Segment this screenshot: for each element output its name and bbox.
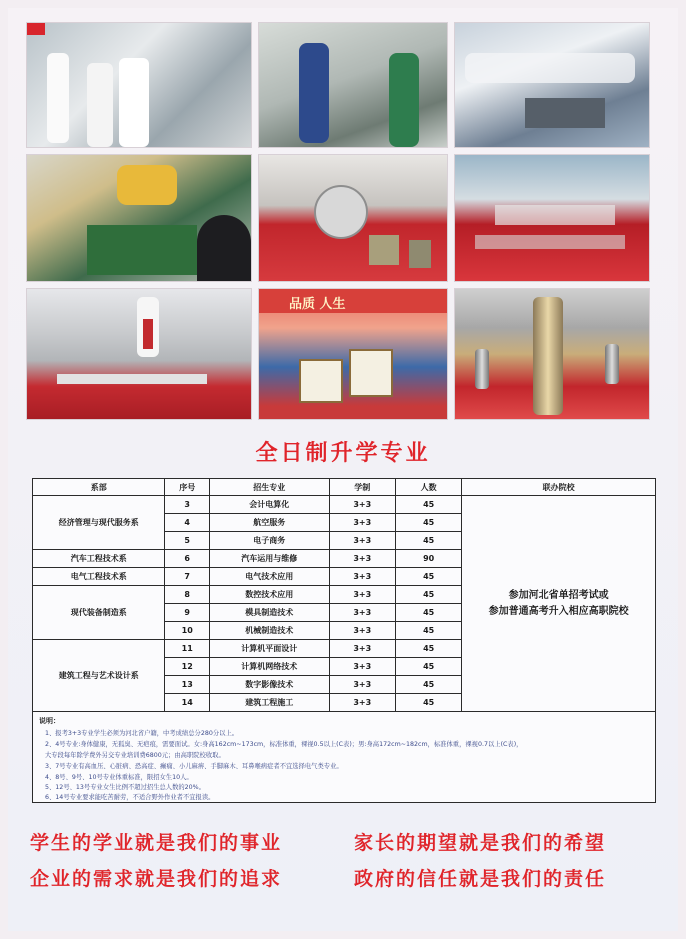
count-cell: 45 bbox=[395, 658, 461, 676]
count-cell: 45 bbox=[395, 604, 461, 622]
program-table-wrap bbox=[32, 478, 656, 803]
system-cell: 3+3 bbox=[329, 676, 395, 694]
photo-stage-performance bbox=[258, 288, 448, 420]
table-row bbox=[33, 496, 656, 514]
note-line: 2、4号专业:身体健康，无狐臭、无疤痕，需要面试。女:身高162cm~173cm，标准体重，裸视0.5以上(C表)；男:身高172cm~182cm，标准体重，裸视0.7以上(C表)， bbox=[45, 741, 523, 748]
note-line: 3、7号专业有高血压、心脏病、恐高症、癫痫、小儿麻痹、手脚麻木、耳鼻喉病症者不宜选择电气类专业。 bbox=[45, 763, 343, 770]
number-cell: 3 bbox=[165, 496, 210, 514]
slogan-2: 家长的期望就是我们的希望 bbox=[354, 832, 607, 854]
major-cell: 会计电算化 bbox=[210, 496, 330, 514]
major-cell: 电子商务 bbox=[210, 532, 330, 550]
number-cell: 14 bbox=[165, 694, 210, 712]
number-cell: 5 bbox=[165, 532, 210, 550]
photo-wire-workshop bbox=[258, 22, 448, 148]
header-major: 招生专业 bbox=[210, 479, 330, 496]
major-cell: 电气技术应用 bbox=[210, 568, 330, 586]
table-header-row bbox=[33, 479, 656, 496]
system-cell: 3+3 bbox=[329, 622, 395, 640]
slogan-1: 学生的学业就是我们的事业 bbox=[30, 832, 283, 854]
university-line-1: 参加河北省单招考试或 bbox=[508, 589, 609, 601]
photo-assembly-training bbox=[26, 154, 252, 282]
major-cell: 数字影像技术 bbox=[210, 676, 330, 694]
number-cell: 12 bbox=[165, 658, 210, 676]
photo-metal-parts-closeup bbox=[454, 288, 650, 420]
note-line: 5、12号、13号专业女生比例不超过招生总人数的20%。 bbox=[45, 784, 205, 791]
major-cell: 汽车运用与维修 bbox=[210, 550, 330, 568]
major-cell: 计算机网络技术 bbox=[210, 658, 330, 676]
photo-machined-sphere bbox=[258, 154, 448, 282]
number-cell: 4 bbox=[165, 514, 210, 532]
department-cell: 汽车工程技术系 bbox=[33, 550, 165, 568]
university-cell bbox=[462, 496, 656, 712]
number-cell: 9 bbox=[165, 604, 210, 622]
major-cell: 模具制造技术 bbox=[210, 604, 330, 622]
number-cell: 6 bbox=[165, 550, 210, 568]
system-cell: 3+3 bbox=[329, 514, 395, 532]
header-department: 系部 bbox=[33, 479, 165, 496]
number-cell: 11 bbox=[165, 640, 210, 658]
count-cell: 45 bbox=[395, 622, 461, 640]
system-cell: 3+3 bbox=[329, 550, 395, 568]
major-cell: 计算机平面设计 bbox=[210, 640, 330, 658]
photo-electrical-lab bbox=[26, 22, 252, 148]
note-line: 1、报考3+3专业学生必须为河北省户籍，中考成绩总分280分以上。 bbox=[45, 730, 239, 737]
count-cell: 45 bbox=[395, 640, 461, 658]
brochure-page bbox=[8, 8, 678, 931]
count-cell: 45 bbox=[395, 568, 461, 586]
number-cell: 7 bbox=[165, 568, 210, 586]
department-cell: 经济管理与现代服务系 bbox=[33, 496, 165, 550]
header-university: 联办院校 bbox=[462, 479, 656, 496]
section-heading: 全日制升学专业 bbox=[255, 441, 431, 466]
slogan-3: 企业的需求就是我们的追求 bbox=[30, 868, 283, 890]
stage-banner-text: 品质 人生 bbox=[289, 297, 346, 312]
count-cell: 45 bbox=[395, 496, 461, 514]
header-count: 人数 bbox=[395, 479, 461, 496]
count-cell: 45 bbox=[395, 532, 461, 550]
major-cell: 数控技术应用 bbox=[210, 586, 330, 604]
number-cell: 13 bbox=[165, 676, 210, 694]
system-cell: 3+3 bbox=[329, 658, 395, 676]
count-cell: 90 bbox=[395, 550, 461, 568]
photo-parts-display bbox=[454, 154, 650, 282]
note-line: 大专段每年除学费外另交专业培训费6800元；由高职院校收取。 bbox=[45, 752, 225, 759]
system-cell: 3+3 bbox=[329, 604, 395, 622]
note-line: 6、14号专业要求能吃苦耐劳，不适合野外作业者不宜报读。 bbox=[45, 794, 215, 801]
department-cell: 建筑工程与艺术设计系 bbox=[33, 640, 165, 712]
notes-title: 说明： bbox=[39, 717, 60, 725]
system-cell: 3+3 bbox=[329, 640, 395, 658]
count-cell: 45 bbox=[395, 586, 461, 604]
count-cell: 45 bbox=[395, 514, 461, 532]
number-cell: 8 bbox=[165, 586, 210, 604]
major-cell: 航空服务 bbox=[210, 514, 330, 532]
number-cell: 10 bbox=[165, 622, 210, 640]
notes-box bbox=[32, 712, 656, 803]
university-line-2: 参加普通高考升入相应高职院校 bbox=[488, 605, 629, 617]
header-system: 学制 bbox=[329, 479, 395, 496]
system-cell: 3+3 bbox=[329, 496, 395, 514]
department-cell: 电气工程技术系 bbox=[33, 568, 165, 586]
count-cell: 45 bbox=[395, 676, 461, 694]
major-cell: 建筑工程施工 bbox=[210, 694, 330, 712]
count-cell: 45 bbox=[395, 694, 461, 712]
program-table bbox=[32, 478, 656, 712]
header-number: 序号 bbox=[165, 479, 210, 496]
system-cell: 3+3 bbox=[329, 586, 395, 604]
system-cell: 3+3 bbox=[329, 694, 395, 712]
system-cell: 3+3 bbox=[329, 532, 395, 550]
photo-students-demo bbox=[454, 22, 650, 148]
system-cell: 3+3 bbox=[329, 568, 395, 586]
note-line: 4、8号、9号、10号专业体重标准，限招女生10人。 bbox=[45, 774, 193, 781]
major-cell: 机械制造技术 bbox=[210, 622, 330, 640]
photo-collage bbox=[26, 22, 648, 420]
slogan-4: 政府的信任就是我们的责任 bbox=[354, 868, 607, 890]
department-cell: 现代装备制造系 bbox=[33, 586, 165, 640]
photo-outdoor-exhibition bbox=[26, 288, 252, 420]
